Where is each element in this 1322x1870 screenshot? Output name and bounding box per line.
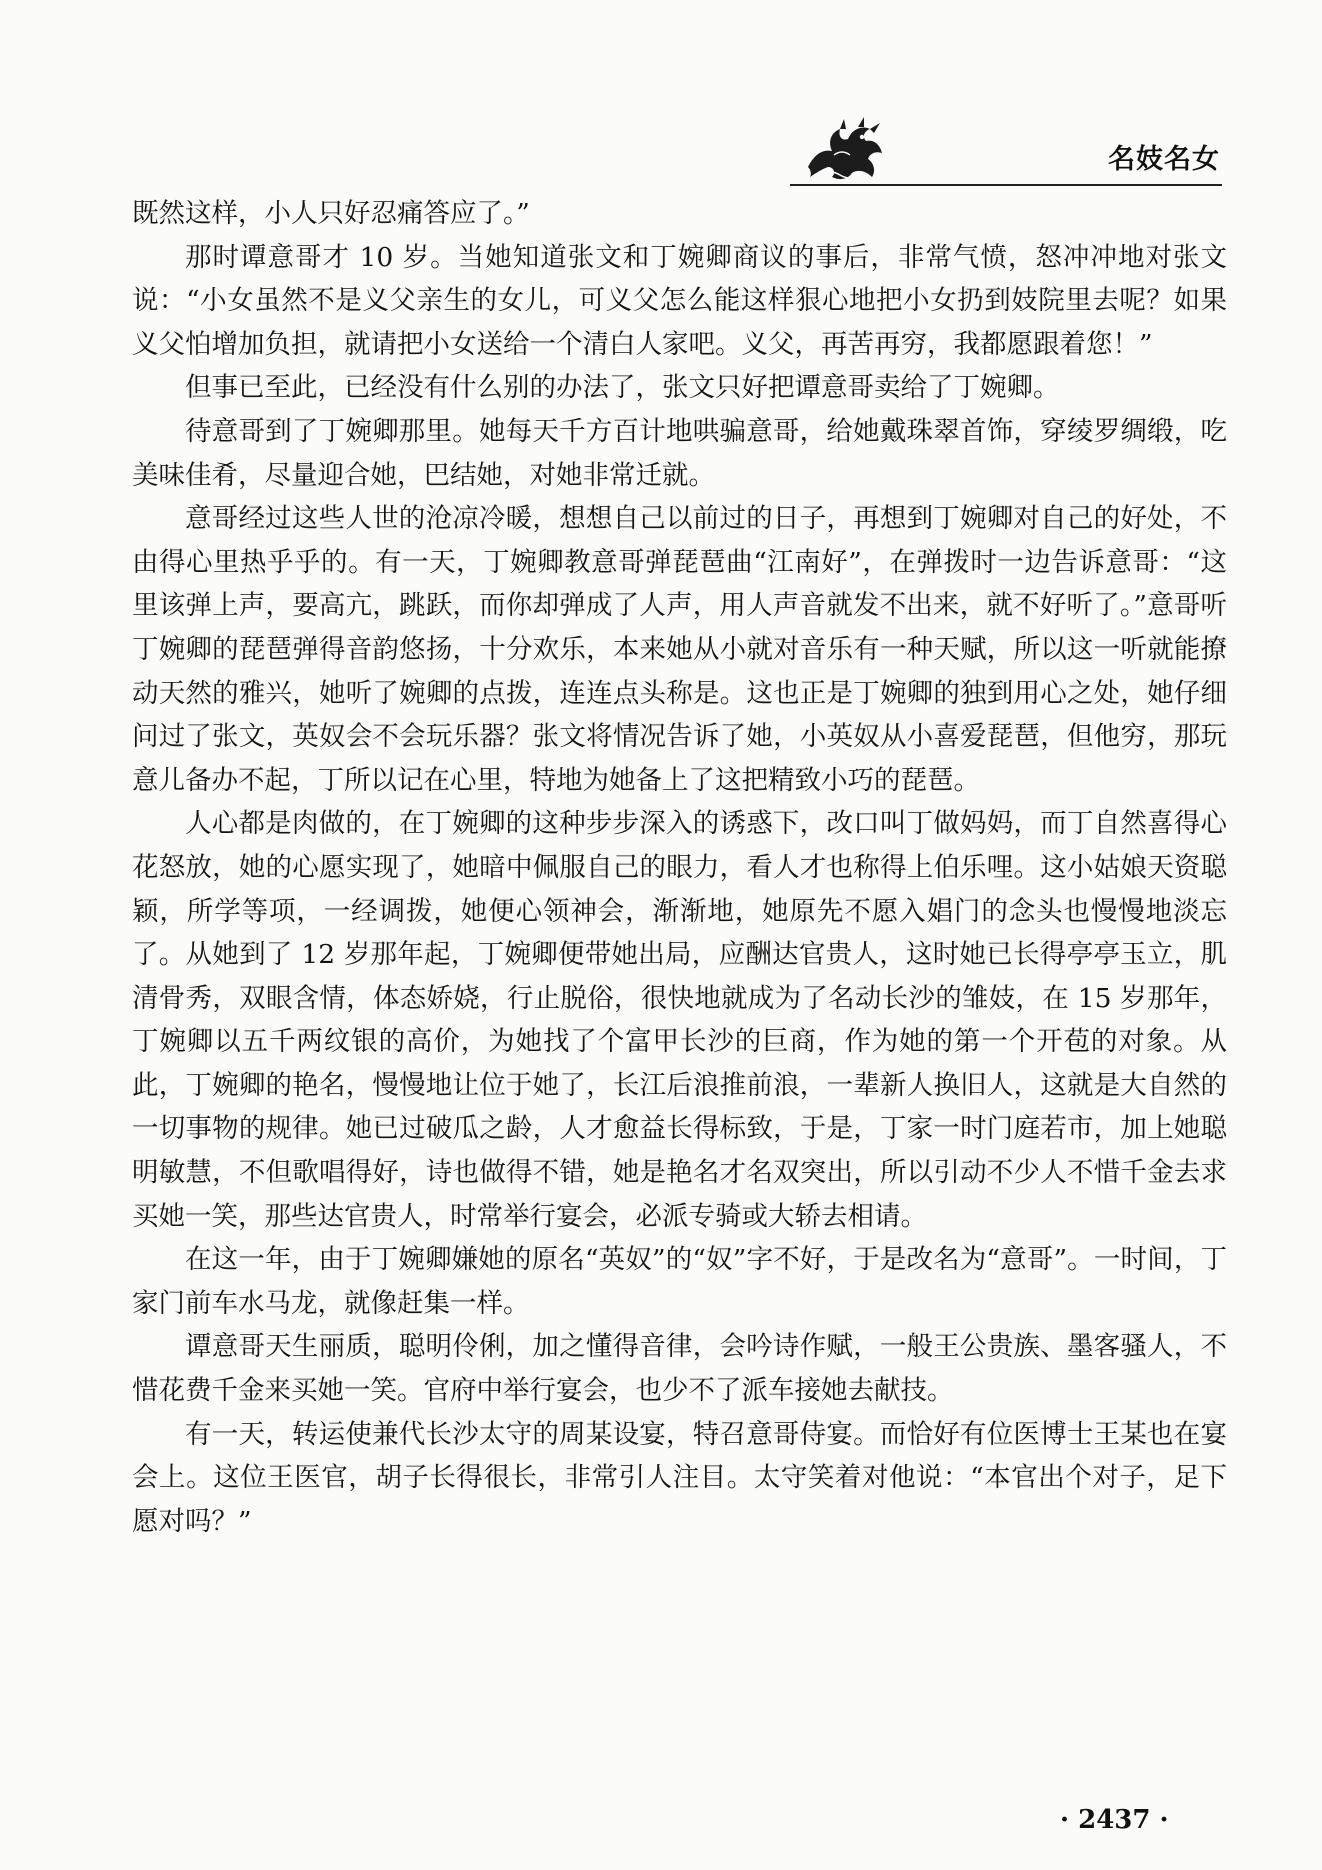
paragraph-2: 那时谭意哥才 10 岁。当她知道张文和丁婉卿商议的事后，非常气愤，怒冲冲地对张文说：“小女虽然不是义父亲生的女儿，可义父怎么能这样狠心地把小女扔到妓院里去呢？如果义父怕增加负担，就请把小女送给一个清白人家吧。义父，再苦再穷，我都愿跟着您！” xyxy=(132,241,1227,360)
paragraph-8: 谭意哥天生丽质，聪明伶俐，加之懂得音律，会吟诗作赋，一般王公贵族、墨客骚人，不惜花费千金来买她一笑。官府中举行宴会，也少不了派车接她去献技。 xyxy=(132,1331,1227,1407)
paragraph-4: 待意哥到了丁婉卿那里。她每天千方百计地哄骗意哥，给她戴珠翠首饰，穿绫罗绸缎，吃美味佳肴，尽量迎合她，巴结她，对她非常迁就。 xyxy=(132,415,1227,491)
dragon-emblem-icon xyxy=(800,115,890,185)
paragraph-3: 但事已至此，已经没有什么别的办法了，张文只好把谭意哥卖给了丁婉卿。 xyxy=(185,372,1060,404)
body-text xyxy=(132,192,1227,1543)
header-title: 名妓名女 xyxy=(1108,144,1220,175)
paragraph-6: 人心都是肉做的，在丁婉卿的这种步步深入的诱惑下，改口叫丁做妈妈，而丁自然喜得心花怒放，她的心愿实现了，她暗中佩服自己的眼力，看人才也称得上伯乐哩。这小姑娘天资聪颖，所学等项，一经调拨，她便心领神会，渐渐地，她原先不愿入娼门的念头也慢慢地淡忘了。从她到了 12 岁那年起，丁婉卿便带她出局，应酬达官贵人，这时她已长得亭亭玉立，肌清骨秀，双眼含情，体态娇娆，行止脱俗，很快地就成为了名动长沙的雏妓，在 15 岁那年，丁婉卿以五千两纹银的高价，为她找了个富甲长沙的巨商，作为她的第一个开苞的对象。从此，丁婉卿的艳名，慢慢地让位于她了，长江后浪推前浪，一辈新人换旧人，这就是大自然的一切事物的规律。她已过破瓜之龄，人才愈益长得标致，于是，丁家一时门庭若市，加上她聪明敏慧，不但歌唱得好，诗也做得不错，她是艳名才名双突出，所以引动不少人不惜千金去求买她一笑，那些达官贵人，时常举行宴会，必派专骑或大轿去相请。 xyxy=(132,808,1227,1232)
header-rule xyxy=(790,184,1222,186)
paragraph-7: 在这一年，由于丁婉卿嫌她的原名“英奴”的“奴”字不好，于是改名为“意哥”。一时间，丁家门前车水马龙，就像赶集一样。 xyxy=(132,1244,1227,1319)
page-number: · 2437 · xyxy=(1060,1805,1169,1835)
paragraph-5: 意哥经过这些人世的沧凉冷暖，想想自己以前过的日子，再想到丁婉卿对自己的好处，不由得心里热乎乎的。有一天，丁婉卿教意哥弹琵琶曲“江南好”，在弹拨时一边告诉意哥：“这里该弹上声，要高亢，跳跃，而你却弹成了人声，用人声音就发不出来，就不好听了。”意哥听丁婉卿的琵琶弹得音韵悠扬，十分欢乐，本来她从小就对音乐有一种天赋，所以这一听就能撩动天然的雅兴，她听了婉卿的点拨，连连点头称是。这也正是丁婉卿的独到用心之处，她仔细问过了张文，英奴会不会玩乐器？张文将情况告诉了她，小英奴从小喜爱琵琶，但他穷，那玩意儿备办不起，丁所以记在心里，特地为她备上了这把精致小巧的琵琶。 xyxy=(132,503,1227,796)
paragraph-1: 既然这样，小人只好忍痛答应了。” xyxy=(132,198,530,229)
paragraph-9: 有一天，转运使兼代长沙太守的周某设宴，特召意哥侍宴。而恰好有位医博士王某也在宴会上。这位王医官，胡子长得很长，非常引人注目。太守笑着对他说：“本官出个对子，足下愿对吗？” xyxy=(132,1418,1227,1537)
running-header xyxy=(780,115,1220,185)
